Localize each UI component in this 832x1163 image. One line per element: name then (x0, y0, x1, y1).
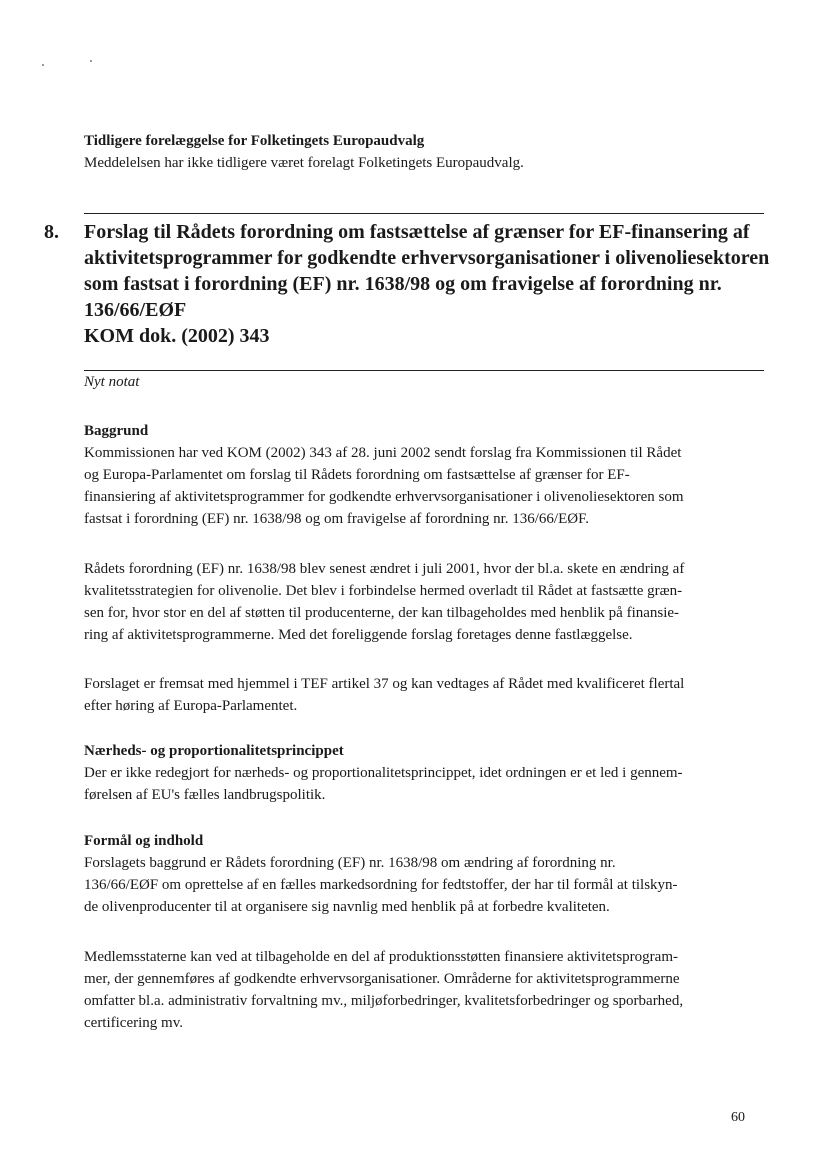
text-line: Forslagets baggrund er Rådets forordning (EF) nr. 1638/98 om ændring af forordning nr. (84, 855, 616, 871)
title-line: aktivitetsprogrammer for godkendte erhvervsorganisationer i olivenoliesektoren (84, 247, 770, 269)
text-line: mer, der gennemføres af godkendte erhvervsorganisationer. Områderne for aktivitetsprogrammerne (84, 971, 680, 987)
item-number: 8. (44, 221, 59, 243)
section-heading: Baggrund (84, 423, 149, 439)
text-line: Forslaget er fremsat med hjemmel i TEF artikel 37 og kan vedtages af Rådet med kvalificeret flertal (84, 676, 685, 692)
text-line: de olivenproducenter til at organisere sig navnlig med henblik på at forbedre kvaliteten. (84, 899, 610, 915)
text-line: certificering mv. (84, 1015, 183, 1031)
text-line: efter høring af Europa-Parlamentet. (84, 698, 298, 714)
title-line: 136/66/EØF (84, 299, 187, 321)
page-number: 60 (731, 1110, 745, 1125)
text-line: Rådets forordning (EF) nr. 1638/98 blev senest ændret i juli 2001, hvor der bl.a. skete en ændring af (84, 561, 685, 577)
section-heading: Tidligere forelæggelse for Folketingets Europaudvalg (84, 133, 425, 149)
paragraph (84, 946, 774, 1034)
scan-speck (90, 60, 92, 62)
text-line: finansiering af aktivitetsprogrammer for godkendte erhvervsorganisationer i olivenoliesektoren som (84, 489, 684, 505)
text-line: og Europa-Parlamentet om forslag til Rådets forordning om fastsættelse af grænser for EF- (84, 467, 630, 483)
title-line: som fastsat i forordning (EF) nr. 1638/98 og om fravigelse af forordning nr. (84, 273, 722, 295)
text-line: Medlemsstaterne kan ved at tilbageholde en del af produktionsstøtten finansiere aktivitetsprogram- (84, 949, 678, 965)
bottom-rule (84, 370, 764, 371)
section-subsidiarity (84, 740, 774, 806)
prior-presentation-section (84, 130, 764, 174)
item-title (84, 219, 784, 349)
title-line: KOM dok. (2002) 343 (84, 325, 270, 347)
text-line: ring af aktivitetsprogrammerne. Med det foreliggende forslag foretages denne fastlæggelse. (84, 627, 633, 643)
text-line: kvalitetsstrategien for olivenolie. Det blev i forbindelse hermed overladt til Rådet at fastsætte græn- (84, 583, 683, 599)
section-purpose (84, 830, 774, 918)
text-line: sen for, hvor stor en del af støtten til producenterne, der kan tilbageholdes med henblik på finansie- (84, 605, 680, 621)
text-line: fastsat i forordning (EF) nr. 1638/98 og om fravigelse af forordning nr. 136/66/EØF. (84, 511, 589, 527)
top-rule (84, 213, 764, 214)
paragraph (84, 673, 774, 717)
text-line: 136/66/EØF om oprettelse af en fælles markedsordning for fedtstoffer, der har til formål at tilskyn- (84, 877, 678, 893)
section-baggrund (84, 420, 774, 530)
text-line: omfatter bl.a. administrativ forvaltning mv., miljøforbedringer, kvalitetsforbedringer og sporbarhed, (84, 993, 684, 1009)
scan-speck (42, 64, 44, 66)
section-text: Meddelelsen har ikke tidligere været forelagt Folketingets Europaudvalg. (84, 155, 524, 171)
text-line: førelsen af EU's fælles landbrugspolitik. (84, 787, 326, 803)
text-line: Der er ikke redegjort for nærheds- og proportionalitetsprincippet, idet ordningen er et led i gennem- (84, 765, 683, 781)
text-line: Kommissionen har ved KOM (2002) 343 af 28. juni 2002 sendt forslag fra Kommissionen til Rådet (84, 445, 682, 461)
section-heading: Formål og indhold (84, 833, 204, 849)
title-line: Forslag til Rådets forordning om fastsættelse af grænser for EF-finansering af (84, 221, 750, 243)
section-heading: Nærheds- og proportionalitetsprincippet (84, 743, 344, 759)
paragraph (84, 558, 774, 646)
note-label: Nyt notat (84, 374, 140, 390)
